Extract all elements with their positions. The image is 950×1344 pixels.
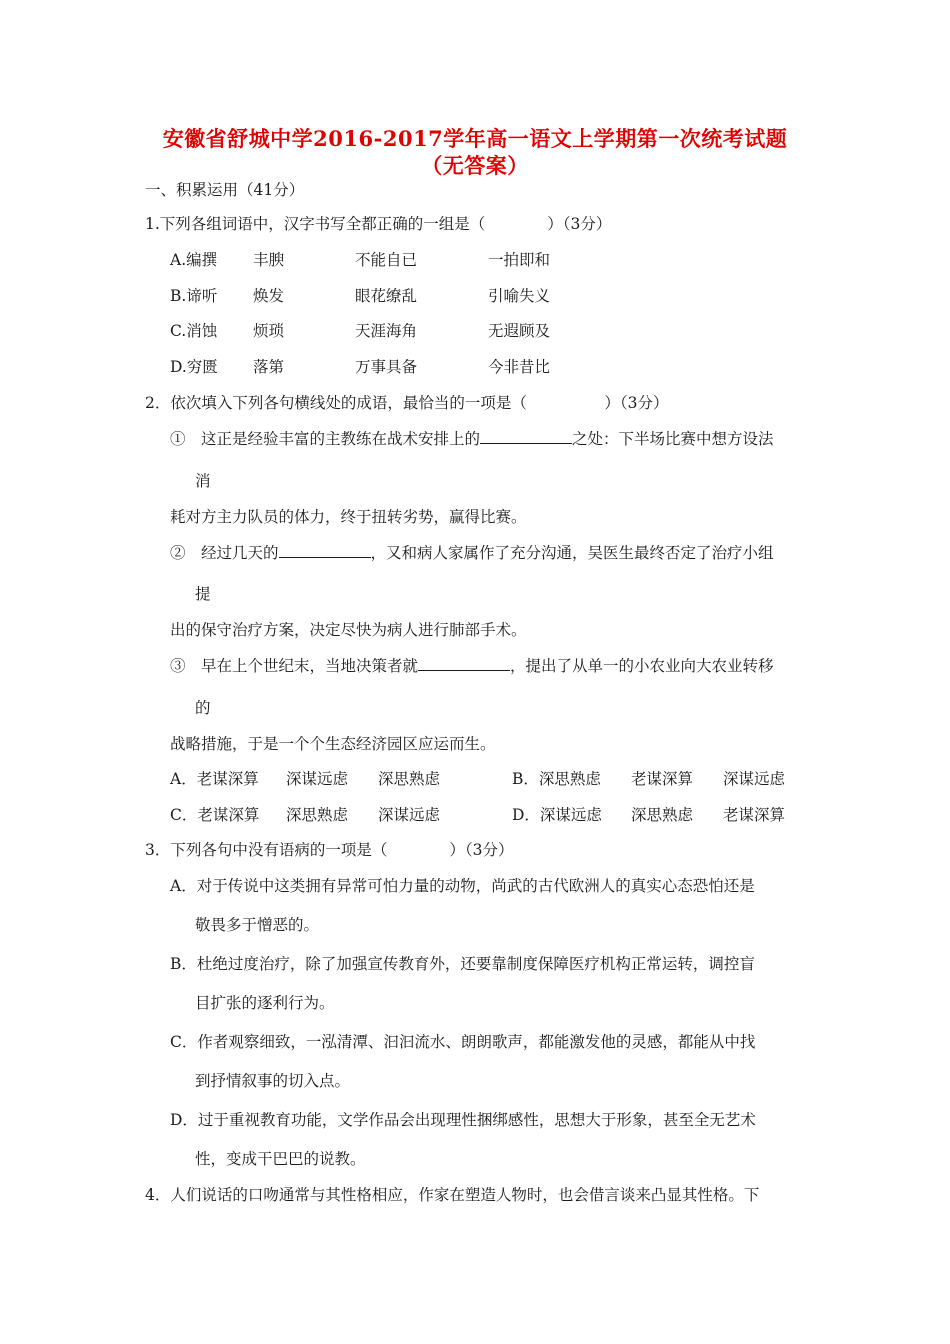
- option-word: 不能自已: [355, 251, 418, 269]
- option-word: C.消蚀: [170, 322, 218, 340]
- option-continuation: 敬畏多于憎恶的。: [195, 916, 320, 934]
- option-word: 一拍即和: [488, 251, 551, 269]
- sentence-continuation: 战略措施，于是一个个生态经济园区应运而生。: [170, 735, 496, 753]
- question-2-sentence-3: [170, 656, 774, 676]
- option-word: B．深思熟虑: [512, 770, 601, 788]
- sentence-text: ① 这正是经验丰富的主教练在战术安排上的: [170, 430, 481, 448]
- option-continuation: 到抒情叙事的切入点。: [195, 1072, 351, 1090]
- question-3-stem: 3．下列各句中没有语病的一项是（ ）（3分）: [145, 841, 514, 859]
- option-continuation: 目扩张的逐利行为。: [195, 994, 335, 1012]
- sentence-text: ，提出了从单一的小农业向大农业转移: [510, 657, 774, 675]
- question-4-stem: 4．人们说话的口吻通常与其性格相应，作家在塑造人物时，也会借言谈来凸显其性格。下: [145, 1186, 760, 1204]
- option-word: 深谋远虑: [723, 770, 786, 788]
- option-word: 深思熟虑: [286, 806, 349, 824]
- option-word: B.谛听: [170, 287, 218, 305]
- fill-blank: [418, 656, 510, 671]
- option-word: 烦琐: [253, 322, 285, 340]
- option-word: 老谋深算: [723, 806, 786, 824]
- sentence-wrap: 提: [195, 585, 211, 603]
- option-continuation: 性，变成干巴巴的说教。: [195, 1150, 366, 1168]
- option-word: 今非昔比: [488, 358, 551, 376]
- question-2-sentence-1: [170, 429, 774, 449]
- sentence-wrap: 的: [195, 699, 211, 717]
- option-word: D．深谋远虑: [512, 806, 602, 824]
- exam-title-note: （无答案）: [421, 153, 529, 178]
- option-word: 引喻失义: [488, 287, 551, 305]
- fill-blank: [279, 543, 371, 558]
- question-2-stem: 2．依次填入下列各句横线处的成语，最恰当的一项是（ ）（3分）: [145, 394, 669, 412]
- sentence-continuation: 耗对方主力队员的体力，终于扭转劣势，赢得比赛。: [170, 508, 527, 526]
- sentence-text: ③ 早在上个世纪末，当地决策者就: [170, 657, 419, 675]
- sentence-text: ，又和病人家属作了充分沟通，吴医生最终否定了治疗小组: [370, 544, 774, 562]
- option-word: 眼花缭乱: [355, 287, 418, 305]
- option-word: 落第: [253, 358, 285, 376]
- option-word: 天涯海角: [355, 322, 418, 340]
- option-word: C．老谋深算: [170, 806, 260, 824]
- section-heading: 一、积累运用（41分）: [145, 181, 305, 199]
- exam-title: 安徽省舒城中学2016-2017学年高一语文上学期第一次统考试题: [162, 126, 788, 151]
- option-word: 老谋深算: [631, 770, 694, 788]
- question-3-option-d: D．过于重视教育功能，文学作品会出现理性捆绑感性，思想大于形象，甚至全无艺术: [170, 1111, 756, 1129]
- question-3-option-c: C．作者观察细致，一泓清潭、汩汩流水、朗朗歌声，都能激发他的灵感，都能从中找: [170, 1033, 756, 1051]
- option-word: 深谋远虑: [378, 806, 441, 824]
- question-3-option-b: B．杜绝过度治疗，除了加强宣传教育外，还要靠制度保障医疗机构正常运转，调控盲: [170, 955, 755, 973]
- option-word: A.编撰: [170, 251, 218, 269]
- sentence-wrap: 消: [195, 472, 211, 490]
- sentence-continuation: 出的保守治疗方案，决定尽快为病人进行肺部手术。: [170, 621, 527, 639]
- option-word: 万事具备: [355, 358, 418, 376]
- option-word: 焕发: [253, 287, 285, 305]
- question-3-option-a: A．对于传说中这类拥有异常可怕力量的动物，尚武的古代欧洲人的真实心态恐怕还是: [170, 877, 755, 895]
- option-word: 丰腴: [253, 251, 285, 269]
- option-word: D.穷匮: [170, 358, 218, 376]
- option-word: 深思熟虑: [631, 806, 694, 824]
- option-word: A．老谋深算: [170, 770, 259, 788]
- option-word: 无遐顾及: [488, 322, 551, 340]
- question-1-stem: 1.下列各组词语中，汉字书写全都正确的一组是（ ）（3分）: [145, 215, 612, 233]
- sentence-text: ② 经过几天的: [170, 544, 279, 562]
- question-2-sentence-2: [170, 543, 774, 563]
- option-word: 深谋远虑: [286, 770, 349, 788]
- fill-blank: [480, 429, 572, 444]
- sentence-text: 之处：下半场比赛中想方设法: [572, 430, 774, 448]
- option-word: 深思熟虑: [378, 770, 441, 788]
